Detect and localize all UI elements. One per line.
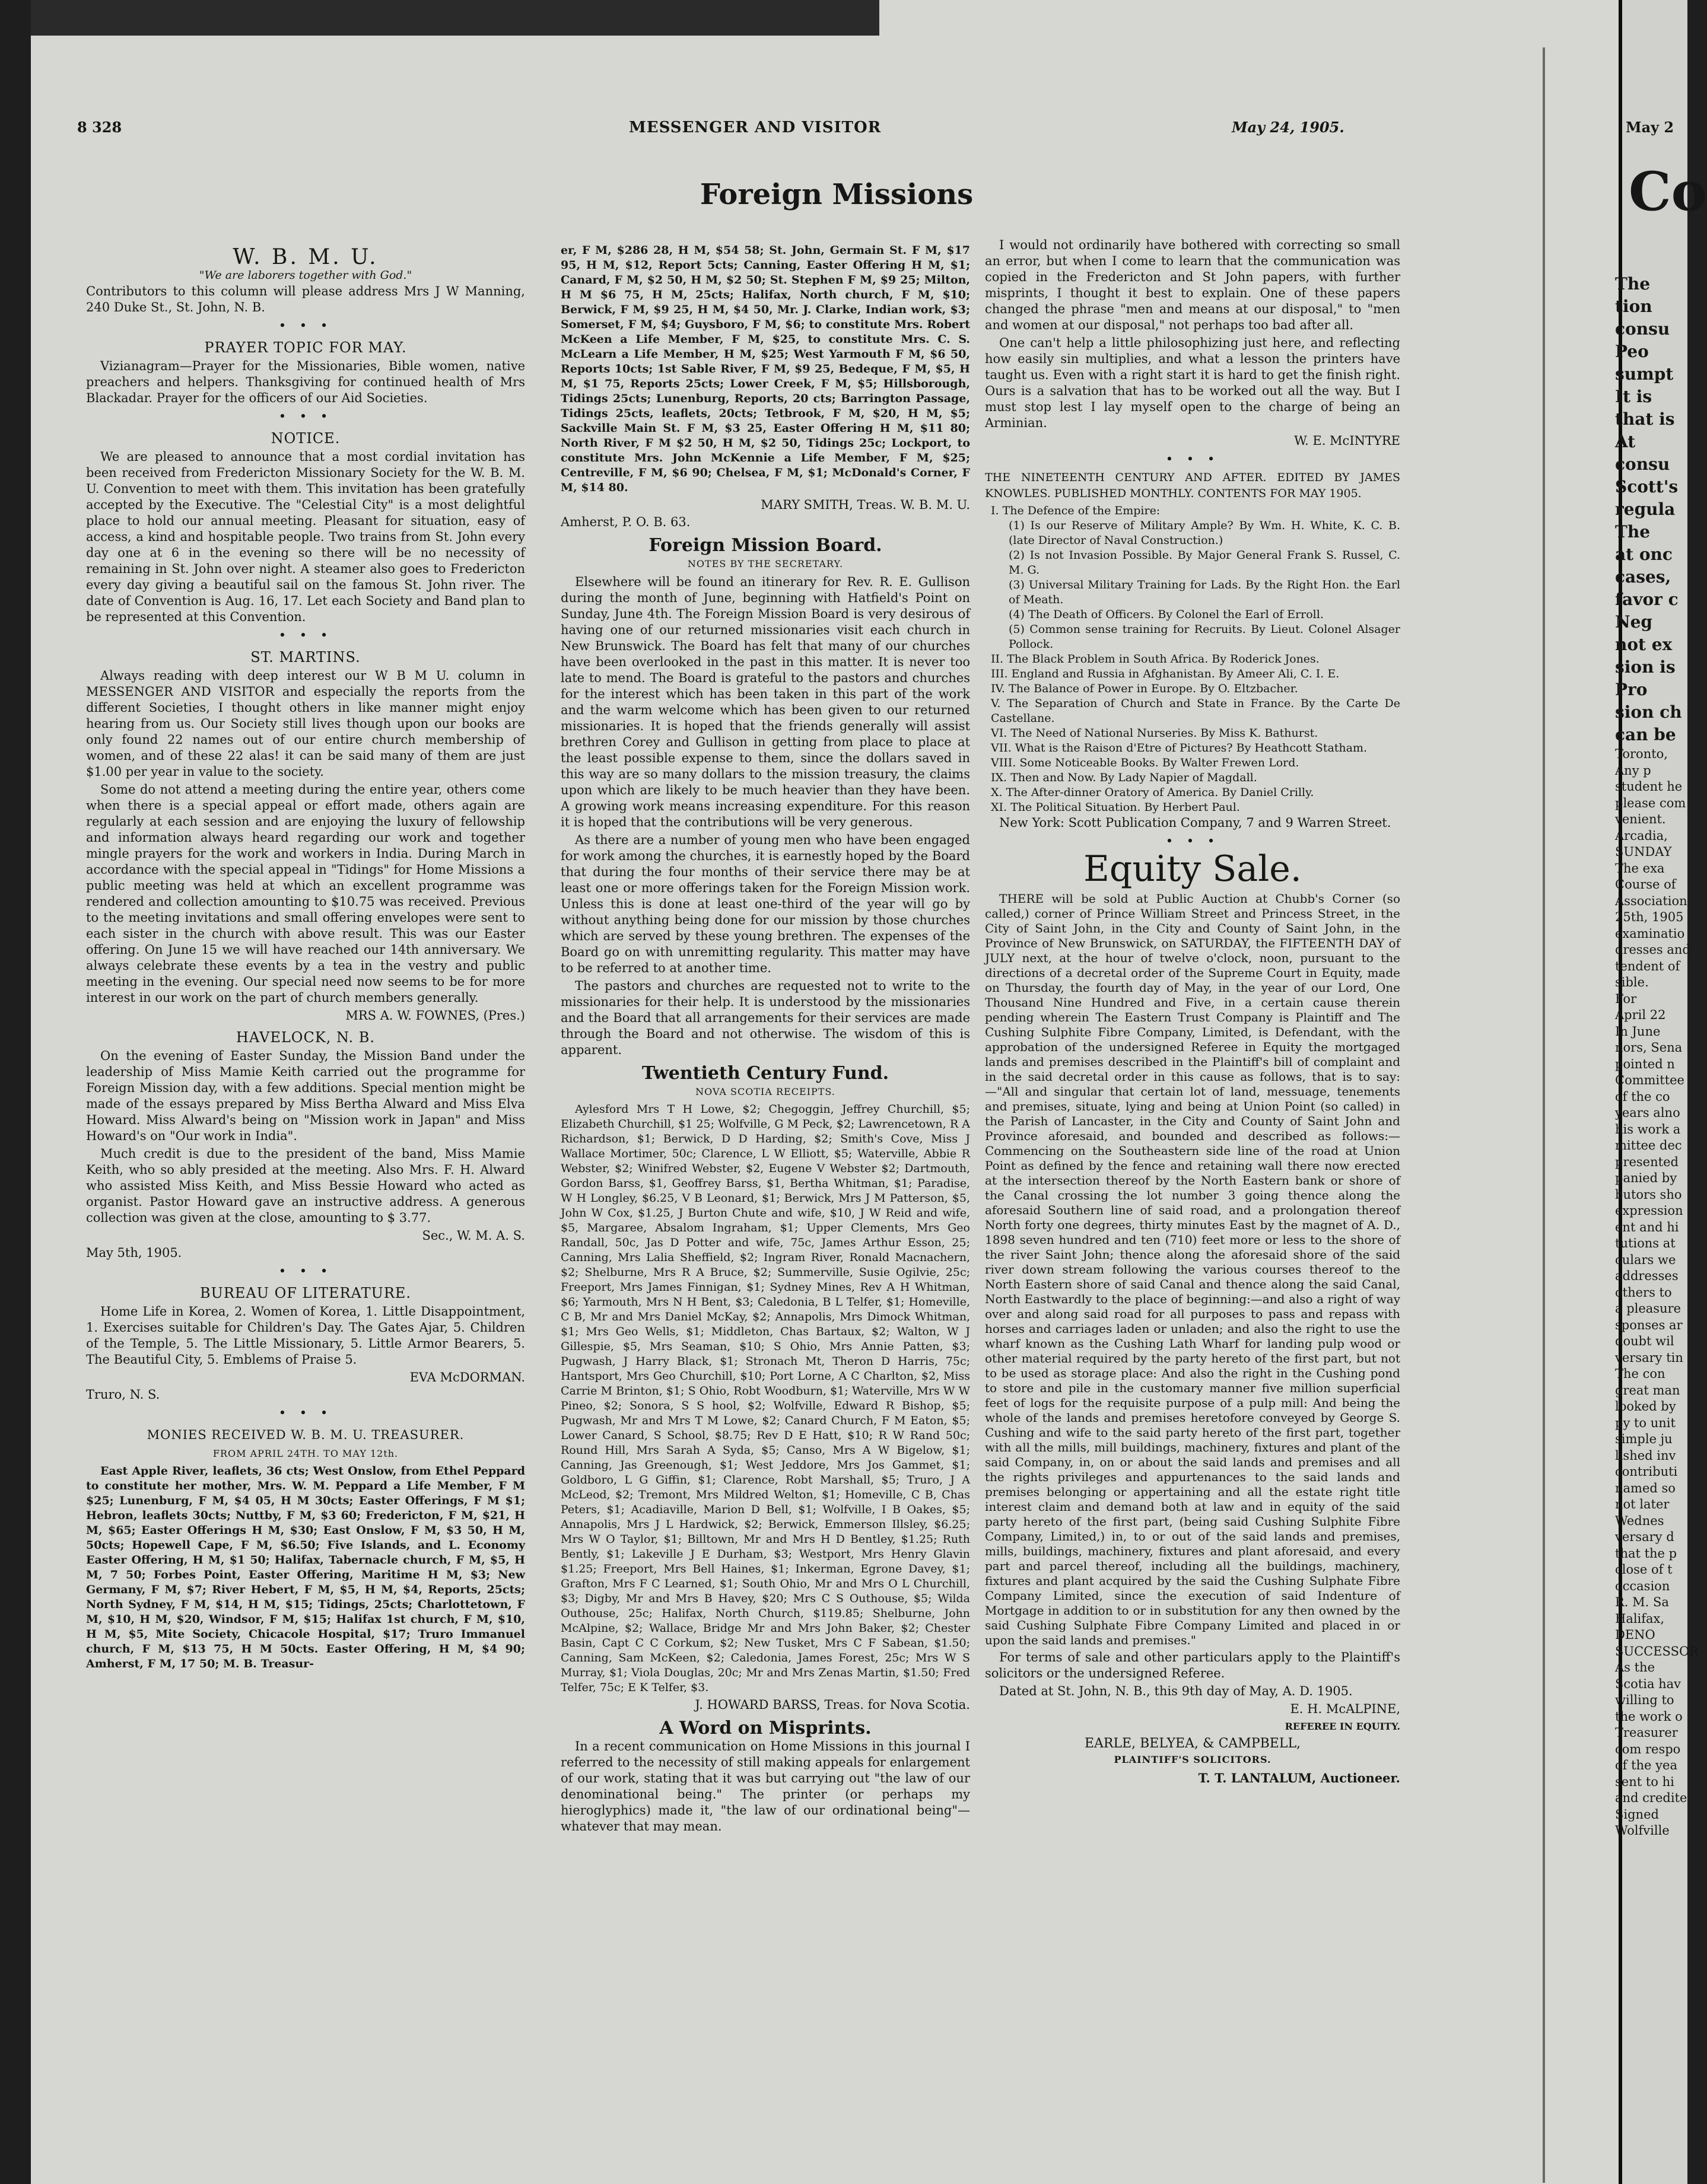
divider-dots: • • • [1165, 452, 1220, 466]
nc-contents-item: (5) Common sense training for Recruits. By Lieut. Colonel Alsager Pollock. [1009, 623, 1400, 651]
scan-top-shadow [31, 0, 879, 36]
adjacent-line: sponses ar [1615, 1317, 1683, 1332]
adjacent-line: expression [1615, 1204, 1683, 1218]
fmb-subheading: NOTES BY THE SECRETARY. [687, 558, 844, 569]
adjacent-line: at onc [1615, 545, 1673, 564]
adjacent-line: doubt wil [1615, 1334, 1674, 1348]
adjacent-line: The [1615, 522, 1651, 542]
equity-text: THERE will be sold at Public Auction at Chubb's Corner (so called,) corner of Prince William Street and Princess Street, in the City of Saint John, in the City and County of Saint John, in the Province of New Brunswick, on SATURDAY, the FIFTEENTH DAY of JULY next, at the hour of twelve o'clock, noon, pursuant to the directions of a decretal order of the Supreme Court in Equity, made on Thursday, the fourth day of May, in the year of our Lord, One Thousand Nine Hundred and Five, in a certain cause therein pending wherein The Eastern Trust Company is Plaintiff and The Cushing Sulphite Fibre Company, Limited, is Defendant, with the approbation of the undersigned Referee in Equity the mortgaged lands and premises described in the Plaintiff's bill of complaint and in the said decretal order in this cause as follows, that is to say:—"All and singular that certain lot of land, messuage, tenements and premises, situate, lying and being at Union Point (so called) in the Parish of Lancaster, in the City and County of Saint John and Province aforesaid, and bounded and described as follows:—Commencing on the Southeastern side line of the road at Union Point as defined by the fence and retaining wall there now erected at the intersection thereof by the North Eastern bank or shore of the Canal crossing the lot number 3 going thence along the aforesaid Southern line of said road, and a prolongation thereof North forty one degrees, thirty minutes East by the magnet of A. D., 1898 seven hundred and ten (710) feet more or less to the shore of the river Saint John; thence along the aforesaid shore of the said river down stream following the various courses thereof to the North Eastern shore of said Canal and thence along the said Canal, North Eastwardly to the place of beginning:—and also a right of way over and along said road for all purposes to pass and repass with horses and carriages laden or unladen; and also the right to use the wharf known as the Cushing Lath Wharf for landing pulp wood or other material required by the party hereto of the first part, but not to be used as storage place: And also the right in the Cushing pond to store and pile in the customary manner five million superficial feet of logs for the requisite purpose of a pulp mill: And being the whole of the lands and premises heretofore conveyed by George S. Cushing and wife to the said party hereto of the first part, together with all the mills, mill buildings, machinery, fixtures and plant of the said Company, in, on or about the said lands and premises and all the rights privileges and appurtenances to the said lands and premises belonging or appertaining and all the estate right title interest claim and demand both at law and in equity of the said party hereto of the first part, (being said Cushing Sulphite Fibre Company, Limited,) in, to or out of the said lands and premises, mills, buildings, machinery, fixtures and plant aforesaid, and every part and parcel thereof, including all the buildings, machinery, fixtures and plant acquired by the said the Cushing Sulphate Fibre Company Limited, since the execution of said Indenture of Mortgage in addition to or in substitution for any then owned by the said Cushing Sulphate Fibre Company Limited and placed in or upon the said lands and premises." [985, 892, 1400, 1647]
adjacent-line: Arcadia, [1615, 828, 1668, 843]
scan-top-gap [879, 0, 1619, 71]
masthead: MESSENGER AND VISITOR [629, 119, 882, 136]
adjacent-line: tutions at [1615, 1236, 1676, 1250]
page-number: 8 328 [77, 119, 122, 136]
adjacent-line: The exa [1615, 861, 1665, 875]
fmb-para-2: As there are a number of young men who have been engaged for work among the churches, it is earnestly hoped by the Board that during the four months of their service there may be at least one or more offerings taken for the Foreign Mission work. Unless this is done at least one-third of the year will go by without anything being done for our mission by those churches which are served by these young brethren. The expenses of the Board go on with unremitting regularity. This matter may have to be referred to at another time. [561, 833, 970, 975]
bureau-heading: BUREAU OF LITERATURE. [199, 1285, 412, 1301]
wbmu-title: W. B. M. U. [233, 245, 379, 269]
monies-text: East Apple River, leaflets, 36 cts; West Onslow, from Ethel Peppard to constitute her mother, Mrs. W. M. Peppard a Life Member, F M $25; Lunenburg, F M, $4 05, H M 30cts; Easter Offerings, F M $1; Hebron, leaflets 30cts; Nuttby, F M, $3 60; Fredericton, F M, $21, H M, $65; Easter Offerings H M, $30; East Onslow, F M, $3 50, H M, 50cts; Hopewell Cape, F M, $6.50; Five Islands, and L. Economy Easter Offering, H M, $1 50; Halifax, Tabernacle church, F M, $5, H M, 7 50; Forbes Point, Easter Offering, Maritime H M, $3; New Germany, F M, $7; River Hebert, F M, $5, H M, $4, Reports, 25cts; North Sydney, F M, $14, H M, $15; Tidings, 25cts; Charlottetown, F M, $10, H M, $20, Windsor, F M, $15; Halifax 1st church, F M, $10, H M, $5, Mite Society, Chicacole Hospital, $17; Truro Immanuel church, F M, $13 75, H M 50cts. Easter Offering, H M, $4 90; Amherst, F M, 17 50; M. B. Treasur- [86, 1465, 525, 1670]
adjacent-line: that is [1615, 409, 1675, 429]
nc-contents-list [985, 504, 1400, 815]
adjacent-line: his work a [1615, 1122, 1681, 1136]
adjacent-big-heading: Co [1629, 160, 1707, 223]
adjacent-column-text [1615, 273, 1699, 1839]
adjacent-line: simple ju [1615, 1432, 1673, 1446]
adjacent-line: Wednes [1615, 1513, 1664, 1528]
tcf-subheading: NOVA SCOTIA RECEIPTS. [695, 1086, 835, 1097]
adjacent-line: cases, [1615, 567, 1671, 587]
adjacent-line: years alno [1615, 1106, 1680, 1120]
notice-text: We are pleased to announce that a most cordial invitation has been received from Fredericton Missionary Society for the W. B. M. U. Convention to meet with them. This invitation has been gratefully accepted by the Executive. The "Celestial City" is a most delightful place to hold our annual meeting. Pleasant for situation, easy of access, a kind and hospitable people. Two trains from St. John every day one at 6 in the evening so there will be no necessity of remaining in St. John over night. A steamer also goes to Fredericton every day giving a beautiful sail on the famous St. John river. The date of Convention is Aug. 16, 17. Let each Society and Band plan to be represented at this Convention. [86, 450, 525, 624]
adjacent-line: looked by [1615, 1399, 1676, 1413]
solicitors-title: PLAINTIFF'S SOLICITORS. [1114, 1754, 1271, 1765]
section-title: Foreign Missions [700, 178, 974, 211]
monies-heading: MONIES RECEIVED W. B. M. U. TREASURER. [147, 1428, 465, 1442]
bureau-place: Truro, N. S. [86, 1387, 160, 1402]
adjacent-line: tendent of [1615, 959, 1680, 973]
nc-contents-item: (3) Universal Military Training for Lads. By the Right Hon. the Earl of Meath. [1009, 578, 1400, 606]
adjacent-line: The con [1615, 1367, 1665, 1381]
adjacent-line: mittee dec [1615, 1138, 1682, 1153]
adjacent-line: examinatio [1615, 926, 1685, 941]
adjacent-line: student he [1615, 779, 1683, 794]
prayer-heading: PRAYER TOPIC FOR MAY. [204, 339, 407, 356]
misprint-signature: W. E. McINTYRE [1294, 434, 1400, 448]
adjacent-line: of the yea [1615, 1758, 1677, 1772]
adjacent-line: com respo [1615, 1742, 1681, 1756]
havelock-para-2: Much credit is due to the president of the band, Miss Mamie Keith, who so ably presided at the meeting. Also Mrs. F. H. Alward who assisted Miss Keith, and Miss Bessie Howard who acted as organist. Pastor Howard gave an instructive address. A generous collection was given at the close, amounting to $ 3.77. [86, 1147, 525, 1225]
adjacent-line: consu [1615, 454, 1670, 474]
adjacent-line: presented [1615, 1154, 1679, 1169]
divider-dots: • • • [278, 1406, 333, 1420]
nc-contents-item: II. The Black Problem in South Africa. By Roderick Jones. [991, 652, 1320, 666]
divider-dots: • • • [278, 628, 333, 642]
adjacent-line: SUNDAY [1615, 845, 1672, 859]
adjacent-line: Treasurer [1615, 1725, 1678, 1740]
fmb-para-1: Elsewhere will be found an itinerary for Rev. R. E. Gullison during the month of June, beginning with Hatfield's Point on Sunday, June 4th. The Foreign Mission Board is very desirous of having one of our returned missionaries visit each church in New Brunswick. The Board has felt that many of our churches have been overlooked in the past in this matter. It is never too late to mend. The Board is grateful to the pastors and churches for the interest which has been taken in this part of the work and the warm welcome which has been given to our returned missionaries. It is hoped that the friends generally will assist brethren Corey and Gullison in getting from place to place at the least possible expense to them, since the dollars saved in this way are so many dollars to the mission treasury, the claims upon which are likely to be much heavier than they have been. A growing work means increasing expenditure. For this reason it is hoped that the contributions will be very generous. [561, 575, 970, 829]
adjacent-line: April 22 [1615, 1008, 1666, 1022]
wbmu-contrib: Contributors to this column will please address Mrs J W Manning, 240 Duke St., St. John, N. B. [86, 284, 525, 314]
havelock-signature: Sec., W. M. A. S. [422, 1228, 525, 1243]
adjacent-line: Signed [1615, 1807, 1659, 1822]
divider-dots: • • • [278, 319, 333, 333]
adjacent-line: not later [1615, 1497, 1670, 1511]
divider-dots: • • • [1165, 834, 1220, 848]
monies-signature: MARY SMITH, Treas. W. B. M. U. [761, 498, 970, 512]
adjacent-line: R. M. Sa [1615, 1595, 1669, 1609]
adjacent-line: occasion [1615, 1578, 1670, 1593]
adjacent-line: tion [1615, 297, 1652, 316]
equity-dated: Dated at St. John, N. B., this 9th day of May, A. D. 1905. [999, 1684, 1353, 1698]
monies-continued: er, F M, $286 28, H M, $54 58; St. John, Germain St. F M, $17 95, H M, $12, Report 5cts; Canning, Easter Offering H M, $1; Canard, F M, $2 50, H M, $2 50; St. Stephen F M, $9 25; Milton, H M $6 75, H M, 25cts; Halifax, North church, F M, $10; Berwick, F M, $9 25, H M, $4 50, Mr. J. Clarke, Indian work, $3; Somerset, F M, $4; Guysboro, F M, $6; to constitute Mrs. Robert McKeen a Life Member, F M, $25, to constitute Mrs. C. S. McLearn a Life Member, H M, $25; West Yarmouth F M, $6 50, Reports 10cts; 1st Sable River, F M, $9 25, Bedeque, F M, $5, H M, $1 75, Reports 25cts; Lower Creek, F M, $5; Hillsborough, Tidings 25cts; Lunenburg, Reports, 20 cts; Barrington Passage, Tidings 25cts, leaflets, 20cts; Tetbrook, F M, $20, H M, $5; Sackville Main St. F M, $3 25, Easter Offering H M, $11 80; North River, F M $2 50, H M, $2 50, Tidings 25c; Lockport, to constitute Mrs. John McKennie a Life Member, F M, $25; Centreville, F M, $6 90; Chelsea, F M, $1; McDonald's Corner, F M, $14 80. [561, 244, 970, 494]
adjacent-line: Neg [1615, 612, 1652, 632]
fmb-heading: Foreign Mission Board. [649, 535, 882, 556]
nc-contents-item: IV. The Balance of Power in Europe. By O. Eltzbacher. [991, 682, 1298, 695]
equity-terms: For terms of sale and other particulars apply to the Plaintiff's solicitors or the undersigned Referee. [985, 1650, 1400, 1680]
adjacent-line: Toronto, [1615, 747, 1668, 761]
havelock-para-1: On the evening of Easter Sunday, the Mission Band under the leadership of Miss Mamie Keith carried out the programme for Foreign Mission day, with a few additions. Special mention might be made of the essays prepared by Miss Bertha Alward and Miss Elva Howard. Miss Alward's being on "Mission work in Japan" and Miss Howard's on "Our work in India". [86, 1049, 525, 1143]
referee-title: REFEREE IN EQUITY. [1285, 1721, 1400, 1732]
column-3 [985, 237, 1400, 1787]
adjacent-line: addresses [1615, 1269, 1679, 1283]
adjacent-line: As the [1615, 1660, 1655, 1674]
adjacent-line: venient. [1615, 812, 1666, 826]
nc-heading: THE NINETEENTH CENTURY AND AFTER. EDITED BY JAMES KNOWLES. PUBLISHED MONTHLY. CONTENTS FOR MAY 1905. [985, 471, 1400, 500]
adjacent-line: great man [1615, 1383, 1680, 1397]
adjacent-line: 25th, 1905 [1615, 910, 1684, 924]
adjacent-line: Course of [1615, 877, 1676, 892]
adjacent-line: It is [1615, 387, 1652, 406]
havelock-date: May 5th, 1905. [86, 1246, 182, 1260]
misprint-text: In a recent communication on Home Missions in this journal I referred to the necessity of still making appeals for enlargement of our work, stating that it was but carrying out "the law of our denominational being." The printer (or perhaps my hieroglyphics) made it, "the law of our ordinational being"—whatever that may mean. [561, 1739, 970, 1833]
adjacent-line: Scotia hav [1615, 1676, 1681, 1691]
page-date: May 24, 1905. [1232, 119, 1344, 136]
misprint-heading: A Word on Misprints. [659, 1718, 872, 1739]
nc-publisher: New York: Scott Publication Company, 7 and 9 Warren Street. [999, 816, 1391, 830]
adjacent-line: pointed n [1615, 1056, 1675, 1071]
fmb-para-3: The pastors and churches are requested not to write to the missionaries for their help. It is understood by the missionaries and the Board that all arrangements for their services are made through the Board and not otherwise. The wisdom of this is apparent. [561, 979, 970, 1057]
wbmu-motto: "We are laborers together with God." [199, 269, 412, 282]
monies-subheading: FROM APRIL 24TH. TO MAY 12th. [212, 1448, 399, 1459]
solicitors: EARLE, BELYEA, & CAMPBELL, [1084, 1736, 1301, 1751]
adjacent-line: In June [1615, 1024, 1661, 1039]
nc-contents-item: V. The Separation of Church and State in France. By the Carte De Castellane. [991, 697, 1400, 725]
adjacent-line: nors, Sena [1615, 1040, 1683, 1055]
adjacent-line: Committee [1615, 1073, 1684, 1087]
adjacent-line: The [1615, 274, 1651, 294]
tcf-signature: J. HOWARD BARSS, Treas. for Nova Scotia. [695, 1698, 970, 1712]
adjacent-line: sion ch [1615, 702, 1682, 722]
adjacent-line: Wolfville [1615, 1823, 1670, 1838]
adjacent-line: regula [1615, 499, 1676, 519]
adjacent-line: favor c [1615, 590, 1679, 609]
adjacent-line: versary d [1615, 1530, 1674, 1544]
section-header [534, 178, 1139, 211]
adjacent-line: panied by [1615, 1171, 1677, 1185]
adjacent-line: contributi [1615, 1465, 1678, 1479]
tcf-heading: Twentieth Century Fund. [641, 1063, 889, 1084]
page-gutter-line [1543, 47, 1545, 2183]
monies-address: Amherst, P. O. B. 63. [561, 515, 691, 529]
adjacent-line: dresses and [1615, 943, 1690, 957]
nc-contents-item: XI. The Political Situation. By Herbert Paul. [991, 801, 1240, 814]
nc-contents-item: (4) The Death of Officers. By Colonel the Earl of Erroll. [1009, 608, 1324, 621]
adjacent-line: ent and hi [1615, 1220, 1679, 1234]
nc-contents-item: VI. The Need of National Nurseries. By Miss K. Bathurst. [991, 727, 1318, 740]
adjacent-line: lished inv [1615, 1448, 1676, 1463]
adjacent-line: others to [1615, 1285, 1672, 1300]
adjacent-line: of the co [1615, 1089, 1670, 1104]
adjacent-line: py to unit [1615, 1415, 1676, 1430]
stmartins-signature: MRS A. W. FOWNES, (Pres.) [345, 1008, 525, 1023]
adjacent-line: culars we [1615, 1252, 1676, 1267]
adjacent-line: SUCCESSOR [1615, 1644, 1699, 1658]
adjacent-line: Peo [1615, 342, 1649, 361]
adjacent-line: At [1615, 432, 1636, 451]
adjacent-line: Association [1615, 893, 1687, 908]
adjacent-line: Pro [1615, 680, 1648, 699]
bureau-text: Home Life in Korea, 2. Women of Korea, 1. Little Disappointment, 1. Exercises suitable for Children's Day. The Gates Ajar, 5. Children of the Temple, 5. The Little Missionary, 5. Little Armor Bearers, 5. The Beautiful City, 5. Emblems of Praise 5. [86, 1304, 525, 1367]
adjacent-date: May 2 [1626, 119, 1674, 136]
adjacent-line: a pleasure [1615, 1301, 1681, 1316]
adjacent-line: For [1615, 991, 1637, 1006]
adjacent-line: consu [1615, 319, 1670, 339]
adjacent-line: that the p [1615, 1546, 1677, 1561]
nc-contents-item: X. The After-dinner Oratory of America. By Daniel Crilly. [991, 786, 1314, 799]
nc-contents-item: VII. What is the Raison d'Etre of Pictures? By Heathcott Statham. [991, 741, 1368, 754]
adjacent-line: Any p [1615, 763, 1651, 778]
nc-contents-item: IX. Then and Now. By Lady Napier of Magdall. [991, 771, 1257, 784]
divider-dots: • • • [278, 1264, 333, 1278]
adjacent-line: sion is [1615, 657, 1676, 677]
column-1 [86, 243, 525, 1673]
adjacent-line: sumpt [1615, 364, 1674, 384]
adjacent-line: Halifax, [1615, 1611, 1665, 1626]
adjacent-line: the work o [1615, 1709, 1683, 1724]
adjacent-line: DENO [1615, 1628, 1655, 1642]
tcf-text: Aylesford Mrs T H Lowe, $2; Chegoggin, Jeffrey Churchill, $5; Elizabeth Churchill, $1 25; Wolfville, G M Peck, $2; Lawrencetown, R A Richardson, $1; Berwick, D D Harding, $2; Smith's Cove, Miss J Wallace Mortimer, 50c; Clarence, L W Elliott, $5; Waterville, Abbie R Webster, $2; Winifred Webster, $2, Eugene V Webster $2; Dartmouth, Gordon Barss, $1, Geoffrey Barss, $1, Bertha Whitman, $1; Paradise, W H Longley, $6.25, V B Leonard, $1; Berwick, Mrs J M Patterson, $5, John W Cox, $1.25, J Burton Chute and wife, $10, J W Reid and wife, $5, Margaree, Absalom Ingraham, $1; Upper Clements, Mrs Geo Randall, 50c, Jas D Potter and wife, 75c, James Arthur Esson, 25; Canning, Mrs Lalia Sheffield, $2; Ingram River, Ronald Macnachern, $2; Shelburne, Mrs R A Bruce, $2; Summerville, Susie Ogilvie, 25c; Freeport, Mrs James Finnigan, $1; Sydney Mines, Rev A H Whitman, $6; Yarmouth, Mrs N H Bent, $3; Caledonia, B L Telfer, $1; Homeville, C B, Mr and Mrs Daniel McKay, $2; Annapolis, Mrs Dimock Whitman, $1; Mrs Geo Wells, $1; Middleton, Chas Bartaux, $2; Walton, W J Gillespie, $5, Mrs Seaman, $10; S Ohio, Mrs Annie Patten, $3; Pugwash, J Harry Black, $1; Stronach Mt, Theron D Harris, 75c; Hantsport, Mrs Geo Churchill, $10; Port Lorne, A C Charlton, $2, Miss Carrie M Brinton, $1; S Ohio, Robt Woodburn, $1; Waterville, Mrs W W Pineo, $2; Sonora, S S hool, $2; Wolfville, Edward R Bishop, $5; Pugwash, Mr and Mrs T M Lowe, $2; Canard Church, F M Eaton, $5; Lower Canard, S School, $8.75; Rev D E Hatt, $10; R W Rand 50c; Round Hill, Mrs Sarah A Syda, $5; Canso, Mrs A W Bigelow, $1; Canning, Jas Greenough, $1; West Jeddore, Mrs Jos Gammet, $1; Goldboro, L G Giffin, $1; Clarence, Robt Marshall, $5; Truro, J A McLeod, $2; Tremont, Mrs Mildred Welton, $1; Homeville, C B, Chas Peters, $1; Acadiaville, Marion D Bell, $1; Wolfville, I B Oakes, $5; Annapolis, Mrs J L Hardwick, $2; Berwick, Emmerson Illsley, $6.25; Mrs W O Taylor, $1; Billtown, Mr and Mrs H D Bentley, $1.25; Ruth Bently, $1; Lakeville J E Durham, $3; Westport, Mrs Henry Glavin $1.25; Freeport, Mrs Bell Haines, $1; Inkerman, Egrone Davey, $1; Grafton, Mrs F C Learned, $1; South Ohio, Mr and Mrs O L Churchill, $3; Digby, Mr and Mrs B Havey, $20; Mrs C S Outhouse, $5; Wilda Outhouse, 25c; Halifax, North Church, $119.85; Shelburne, John McAlpine, $2; Wallace, Bridge Mr and Mrs John Baker, $2; Chester Basin, Capt C C Corkum, $2; New Tusket, Mrs C F Sabean, $1.50; Canning, Sam McKeen, $2; Caledonia, James Forest, 25c; Mrs W S Murray, $1; Viola Douglas, 20c; Mr and Mrs Zenas Martin, $1.50; Fred Telfer, 75c; E K Telfer, $3. [561, 1103, 970, 1694]
adjacent-line: please com [1615, 795, 1686, 810]
nc-contents-item: (1) Is our Reserve of Military Ample? By Wm. H. White, K. C. B. (late Director of Naval Construction.) [1009, 519, 1400, 547]
notice-heading: NOTICE. [271, 430, 341, 447]
adjacent-line: versary tin [1615, 1350, 1683, 1365]
adjacent-line: can be [1615, 725, 1676, 744]
nc-contents-item: III. England and Russia in Afghanistan. By Ameer Ali, C. I. E. [991, 667, 1340, 680]
stmartins-para-2: Some do not attend a meeting during the entire year, others come when there is a special appeal or effort made, others again are regularly at each session and are enjoying the luxury of fellowship and information always heard regarding our work and together mingle prayers for the work and workers in India. During March in accordance with the special appeal in "Tidings" for Home Missions a public meeting was held at which an excellent programme was rendered and collection amounting to $10.75 was received. Previous to the meeting invitations and small offering envelopes were sent to each sister in the church with above result. This was our Easter offering. On June 15 we will have reached our 14th anniversary. We always celebrate these events by a tea in the vestry and public meeting in the evening. Our special need now seems to be for more interest in our work on the part of church members generally. [86, 782, 525, 1005]
stmartins-heading: ST. MARTINS. [250, 649, 361, 666]
nc-contents-item: (2) Is not Invasion Possible. By Major General Frank S. Russel, C. M. G. [1009, 549, 1400, 577]
misprint-para-2: One can't help a little philosophizing just here, and reflecting how easily sin multiplies, and what a lesson the printers have taught us. Even with a right start it is hard to get the finish right. Ours is a salvation that has to be worked out all the way. But I must stop lest I lay myself open to the charge of being an Arminian. [985, 336, 1400, 430]
stmartins-para-1: Always reading with deep interest our W B M U. column in MESSENGER AND VISITOR and especially the reports from the different Societies, I thought others in like manner might enjoy hearing from us. Our Society still lives though upon our books are only found 22 names out of our entire church membership of women, and of these 22 alas! it can be said many of them are just $1.00 per year in value to the society. [86, 668, 525, 779]
misprint-continued: I would not ordinarily have bothered with correcting so small an error, but when I come to learn that the communication was copied in the Fredericton and St John papers, with further misprints, I thought it best to explain. One of these papers changed the phrase "men and means at our disposal," to "men and women at our disposal," not perhaps too bad after all. [985, 238, 1400, 332]
adjacent-line: butors sho [1615, 1187, 1682, 1202]
auctioneer: T. T. LANTALUM, Auctioneer. [1198, 1771, 1400, 1785]
referee-name: E. H. McALPINE, [1290, 1702, 1400, 1716]
havelock-heading: HAVELOCK, N. B. [236, 1029, 376, 1046]
nc-contents-item: VIII. Some Noticeable Books. By Walter Frewen Lord. [991, 756, 1299, 769]
adjacent-line: close of t [1615, 1562, 1673, 1577]
adjacent-line: sible. [1615, 975, 1649, 989]
column-2 [561, 243, 970, 1836]
prayer-text: Vizianagram—Prayer for the Missionaries, Bible women, native preachers and helpers. Thanksgiving for continued health of Mrs Blackadar. Prayer for the officers of our Aid Societies. [86, 359, 525, 405]
divider-dots: • • • [278, 409, 333, 424]
adjacent-line: not ex [1615, 635, 1673, 654]
bureau-signature: EVA McDORMAN. [409, 1370, 525, 1384]
adjacent-line: and credite [1615, 1791, 1687, 1805]
adjacent-line: named so [1615, 1481, 1676, 1495]
adjacent-line: sent to hi [1615, 1774, 1674, 1789]
equity-heading: Equity Sale. [1083, 848, 1302, 890]
nc-contents-item: I. The Defence of the Empire: [991, 504, 1161, 517]
adjacent-line: Scott's [1615, 477, 1679, 496]
adjacent-line: willing to [1615, 1693, 1674, 1707]
